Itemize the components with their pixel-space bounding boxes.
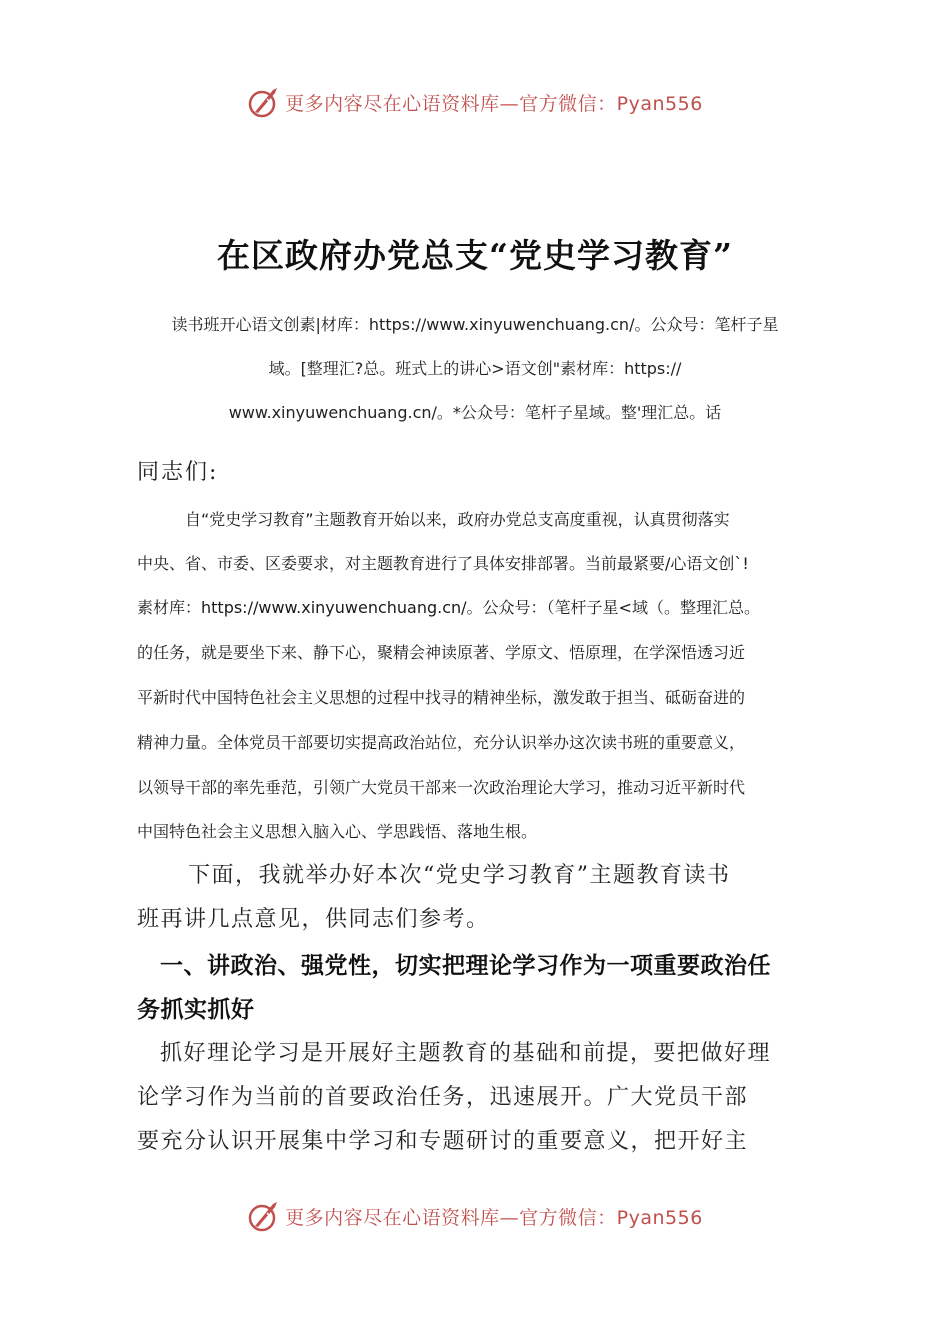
document-title: 在区政府办党总支“党史学习教育” bbox=[217, 236, 733, 275]
paragraph-line: 要充分认识开展集中学习和专题研讨的重要意义，把开好主 bbox=[137, 1129, 749, 1154]
meta-line: www.xinyuwenchuang.cn/。*公众号：笔杆子星域。整'理汇总。话 bbox=[228, 403, 722, 422]
paragraph-line: 中国特色社会主义思想入脑入心、学思践悟、落地生根。 bbox=[137, 822, 538, 841]
paragraph-line: 下面，我就举办好本次“党史学习教育”主题教育读书 bbox=[188, 863, 731, 888]
paragraph-line: 素材库：https://www.xinyuwenchuang.cn/。公众号：（笔杆子星<域（。整理汇总。 bbox=[137, 598, 760, 617]
paragraph-line: 论学习作为当前的首要政治任务，迅速展开。广大党员干部 bbox=[137, 1085, 749, 1110]
paragraph-line: 精神力量。全体党员干部要切实提高政治站位，充分认识举办这次读书班的重要意义， bbox=[137, 733, 746, 752]
paragraph-line: 自“党史学习教育”主题教育开始以来，政府办党总支高度重视，认真贯彻落实 bbox=[185, 510, 730, 529]
paragraph-line: 抓好理论学习是开展好主题教育的基础和前提，要把做好理 bbox=[160, 1041, 772, 1066]
paragraph-line: 的任务，就是要坐下来、静下心，聚精会神读原著、学原文、悟原理，在学深悟透习近 bbox=[137, 643, 746, 662]
footer-watermark-banner bbox=[0, 1196, 950, 1236]
meta-line: 域。[整理汇?总。班式上的讲心>语文创"素材库：https:// bbox=[268, 359, 682, 378]
paragraph-line: 班再讲几点意见，供同志们参考。 bbox=[137, 907, 490, 932]
salutation: 同志们: bbox=[137, 460, 219, 485]
paragraph-line: 平新时代中国特色社会主义思想的过程中找寻的精神坐标，激发敢于担当、砥砺奋进的 bbox=[137, 688, 746, 707]
meta-line: 读书班开心语文创素|材库：https://www.xinyuwenchuang.cn/。公众号：笔杆子星 bbox=[171, 315, 779, 334]
banner-text: 更多内容尽在心语资料库—官方微信：Pyan556 bbox=[285, 1206, 703, 1229]
quill-pen-logo-icon bbox=[247, 85, 281, 119]
paragraph-line: 中央、省、市委、区委要求，对主题教育进行了具体安排部署。当前最紧要/心语文创`! bbox=[137, 554, 749, 573]
paragraph-line: 以领导干部的率先垂范，引领广大党员干部来一次政治理论大学习，推动习近平新时代 bbox=[137, 778, 746, 797]
section-heading: 一、讲政治、强党性，切实把理论学习作为一项重要政治任 bbox=[160, 953, 771, 979]
banner-text: 更多内容尽在心语资料库—官方微信：Pyan556 bbox=[285, 92, 703, 115]
section-heading: 务抓实抓好 bbox=[137, 997, 255, 1023]
quill-pen-logo-icon bbox=[247, 1199, 281, 1233]
header-watermark-banner bbox=[0, 82, 950, 122]
